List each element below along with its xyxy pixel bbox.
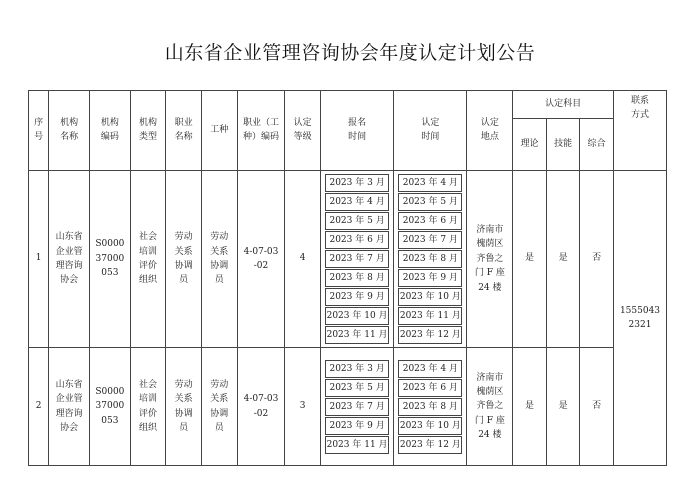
- plan-table: [28, 90, 667, 466]
- list-item: 2023 年 8 月: [398, 250, 462, 268]
- row-apply-times: [320, 348, 393, 466]
- row-org-code: S0000 37000 053: [90, 348, 131, 466]
- list-item: 2023 年 6 月: [398, 379, 462, 397]
- row-seq: 2: [29, 348, 49, 466]
- header-org-name: 机构 名称: [49, 91, 90, 171]
- list-item: 2023 年 8 月: [398, 398, 462, 416]
- list-item: 2023 年 11 月: [398, 307, 462, 325]
- list-item: 2023 年 12 月: [398, 326, 462, 344]
- list-item: 2023 年 9 月: [398, 269, 462, 287]
- row-level: 4: [285, 171, 321, 348]
- header-theory: 理论: [513, 119, 547, 171]
- list-item: 2023 年 9 月: [325, 417, 389, 435]
- header-job-name: 职业 名称: [166, 91, 202, 171]
- header-level: 认定 等级: [285, 91, 321, 171]
- list-item: 2023 年 5 月: [325, 212, 389, 230]
- list-item: 2023 年 4 月: [325, 193, 389, 211]
- row-org-name: 山东省 企业管 理咨询 协会: [49, 348, 90, 466]
- list-item: 2023 年 5 月: [398, 193, 462, 211]
- row-org-type: 社会 培训 评价 组织: [130, 171, 166, 348]
- row-work-type: 劳动 关系 协调 员: [201, 171, 237, 348]
- row-work-type: 劳动 关系 协调 员: [201, 348, 237, 466]
- list-item: 2023 年 3 月: [325, 360, 389, 378]
- header-org-type: 机构 类型: [130, 91, 166, 171]
- row-cert-times: [394, 171, 467, 348]
- row-location: 济南市 槐荫区 齐鲁之 门 F 座 24 楼: [467, 348, 513, 466]
- header-seq: 序 号: [29, 91, 49, 171]
- row-cert-times: [394, 348, 467, 466]
- list-item: 2023 年 6 月: [325, 231, 389, 249]
- row-apply-times: [320, 171, 393, 348]
- list-item: 2023 年 7 月: [398, 231, 462, 249]
- row-job-code: 4-07-03 -02: [237, 348, 285, 466]
- header-comprehensive: 综合: [580, 119, 614, 171]
- row-comprehensive: 否: [580, 171, 614, 348]
- list-item: 2023 年 8 月: [325, 269, 389, 287]
- header-skill: 技能: [546, 119, 580, 171]
- row-comprehensive: 否: [580, 348, 614, 466]
- row-org-name: 山东省 企业管 理咨询 协会: [49, 171, 90, 348]
- row-level: 3: [285, 348, 321, 466]
- row-job-name: 劳动 关系 协调 员: [166, 171, 202, 348]
- row-location: 济南市 槐荫区 齐鲁之 门 F 座 24 楼: [467, 171, 513, 348]
- row-seq: 1: [29, 171, 49, 348]
- list-item: 2023 年 7 月: [325, 398, 389, 416]
- header-contact: 联系 方式: [613, 91, 666, 171]
- table-row: [29, 171, 667, 348]
- header-cert-time: 认定 时间: [394, 91, 467, 171]
- page-title: 山东省企业管理咨询协会年度认定计划公告: [164, 42, 536, 64]
- list-item: 2023 年 4 月: [398, 174, 462, 192]
- header-work-type: 工种: [201, 91, 237, 171]
- list-item: 2023 年 10 月: [398, 417, 462, 435]
- header-location: 认定 地点: [467, 91, 513, 171]
- header-job-code: 职业（工 种）编码: [237, 91, 285, 171]
- list-item: 2023 年 9 月: [325, 288, 389, 306]
- list-item: 2023 年 4 月: [398, 360, 462, 378]
- contact-cell: 1555043 2321: [613, 171, 666, 466]
- row-theory: 是: [513, 348, 547, 466]
- row-org-type: 社会 培训 评价 组织: [130, 348, 166, 466]
- header-subjects: 认定科目: [513, 91, 614, 119]
- list-item: 2023 年 12 月: [398, 436, 462, 454]
- row-job-name: 劳动 关系 协调 员: [166, 348, 202, 466]
- table-row: [29, 348, 667, 466]
- list-item: 2023 年 10 月: [325, 307, 389, 325]
- row-theory: 是: [513, 171, 547, 348]
- list-item: 2023 年 11 月: [325, 326, 389, 344]
- row-org-code: S0000 37000 053: [90, 171, 131, 348]
- list-item: 2023 年 7 月: [325, 250, 389, 268]
- header-org-code: 机构 编码: [90, 91, 131, 171]
- row-job-code: 4-07-03 -02: [237, 171, 285, 348]
- list-item: 2023 年 5 月: [325, 379, 389, 397]
- list-item: 2023 年 6 月: [398, 212, 462, 230]
- header-apply-time: 报名 时间: [320, 91, 393, 171]
- list-item: 2023 年 11 月: [325, 436, 389, 454]
- row-skill: 是: [546, 171, 580, 348]
- list-item: 2023 年 3 月: [325, 174, 389, 192]
- row-skill: 是: [546, 348, 580, 466]
- list-item: 2023 年 10 月: [398, 288, 462, 306]
